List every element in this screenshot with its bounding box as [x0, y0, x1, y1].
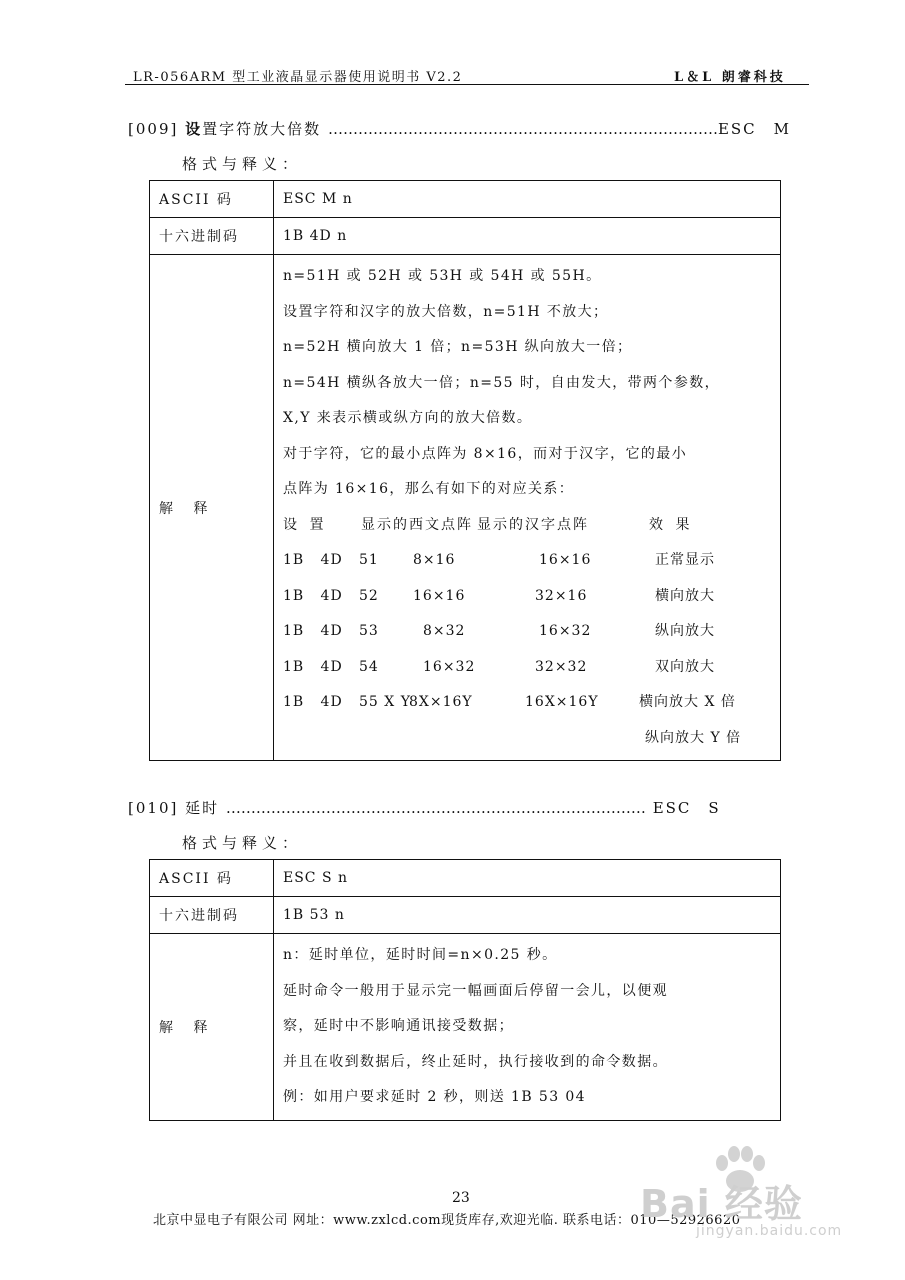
explain-cell — [274, 255, 781, 761]
mapping-cell: 1B 4D 55 X Y — [283, 694, 411, 710]
mapping-table — [283, 508, 771, 757]
explain-line: X,Y 来表示横或纵方向的放大倍数。 — [283, 410, 533, 426]
mapping-cell: 1B 4D 53 — [283, 623, 379, 639]
mapping-cell: 16×32 — [423, 658, 476, 675]
explain-row — [150, 934, 781, 1121]
mapping-cell: 8X×16Y — [409, 694, 473, 710]
hex-row — [150, 897, 781, 934]
explain-line: 例：如用户要求延时 2 秒，则送 1B 53 04 — [283, 1089, 586, 1105]
mapping-cell: 纵向放大 Y 倍 — [645, 729, 742, 746]
mapping-cell: 纵向放大 — [655, 623, 715, 639]
section-010-title — [128, 797, 721, 818]
mapping-cell: 双向放大 — [655, 658, 715, 675]
format-label: 格式与释义： — [182, 834, 303, 852]
ascii-label: ASCII 码 — [150, 860, 274, 897]
explain-line: 对于字符，它的最小点阵为 8×16，而对于汉字，它的最小 — [283, 445, 688, 462]
explain-line: 设置字符和汉字的放大倍数，n=51H 不放大； — [283, 303, 609, 320]
hex-row — [150, 218, 781, 255]
section-command: ESC S — [652, 799, 721, 817]
hex-value: 1B 53 n — [274, 897, 781, 934]
mapping-cell: 8×32 — [423, 623, 466, 639]
mapping-cell: 16×16 — [539, 552, 592, 568]
section-command: ESC M — [717, 120, 791, 138]
watermark-brand: Bai 经验 — [640, 1182, 803, 1226]
mapping-cell: 8×16 — [413, 552, 456, 568]
command-table-010 — [149, 859, 781, 1121]
mapping-cell: 1B 4D 54 — [283, 658, 379, 675]
mapping-cell: 16X×16Y — [525, 694, 599, 710]
explain-line: n：延时单位，延时时间=n×0.25 秒。 — [283, 947, 558, 963]
section-title-bold: 设 — [185, 120, 203, 138]
mapping-header: 效 果 — [649, 516, 694, 533]
mapping-cell: 正常显示 — [655, 552, 715, 568]
watermark-url: jingyan.baidu.com — [696, 1223, 843, 1239]
ascii-label: ASCII 码 — [150, 181, 274, 218]
mapping-header: 显示的汉字点阵 — [477, 516, 589, 533]
explain-line: 并且在收到数据后，终止延时，执行接收到的命令数据。 — [283, 1053, 668, 1070]
section-number: [010] — [128, 799, 179, 817]
mapping-header: 设 置 — [283, 516, 328, 533]
section-009-title — [128, 118, 791, 139]
baidu-watermark — [640, 1145, 890, 1260]
section-title-text: 延时 — [185, 799, 220, 817]
explain-label: 解 释 — [150, 934, 274, 1121]
header-company: L＆L 朗睿科技 — [674, 70, 786, 85]
mapping-cell: 32×16 — [535, 587, 588, 604]
explain-row — [150, 255, 781, 761]
leader-dots: ………………………………………………………………………… — [225, 799, 646, 817]
footer-text: 北京中显电子有限公司 网址：www.zxlcd.com现货库存,欢迎光临. 联系电话：010—52926620 — [153, 1213, 741, 1228]
explain-line: n=51H 或 52H 或 53H 或 54H 或 55H。 — [283, 268, 602, 284]
header-rule — [125, 84, 809, 85]
header-doc-title: LR-056ARM 型工业液晶显示器使用说明书 V2.2 — [133, 70, 463, 85]
ascii-row — [150, 181, 781, 218]
section-title-text: 置字符放大倍数 — [202, 120, 322, 138]
explain-line: n=52H 横向放大 1 倍；n=53H 纵向放大一倍； — [283, 339, 633, 355]
leader-dots: …………………………………………………………………… — [327, 120, 718, 138]
ascii-value: ESC S n — [274, 860, 781, 897]
mapping-cell: 1B 4D 52 — [283, 587, 379, 604]
explain-line: 延时命令一般用于显示完一幅画面后停留一会儿，以便观 — [283, 982, 668, 999]
hex-label: 十六进制码 — [150, 218, 274, 255]
explain-cell — [274, 934, 781, 1121]
hex-value: 1B 4D n — [274, 218, 781, 255]
hex-label: 十六进制码 — [150, 897, 274, 934]
format-label: 格式与释义： — [182, 155, 303, 173]
explain-line: n=54H 横纵各放大一倍；n=55 时，自由发大，带两个参数， — [283, 374, 721, 391]
mapping-cell: 1B 4D 51 — [283, 552, 379, 568]
section-number: [009] — [128, 120, 179, 138]
mapping-cell: 16×16 — [413, 587, 466, 604]
explain-line: 察，延时中不影响通讯接受数据； — [283, 1018, 514, 1034]
mapping-header: 显示的西文点阵 — [361, 516, 473, 533]
explain-line: 点阵为 16×16，那么有如下的对应关系： — [283, 481, 575, 497]
ascii-row — [150, 860, 781, 897]
command-table-009 — [149, 180, 781, 761]
explain-label: 解 释 — [150, 255, 274, 761]
mapping-cell: 16×32 — [539, 623, 592, 639]
mapping-cell: 横向放大 — [655, 587, 715, 604]
ascii-value: ESC M n — [274, 181, 781, 218]
page-number: 23 — [452, 1190, 470, 1206]
mapping-cell: 32×32 — [535, 658, 588, 675]
mapping-cell: 横向放大 X 倍 — [639, 694, 736, 710]
